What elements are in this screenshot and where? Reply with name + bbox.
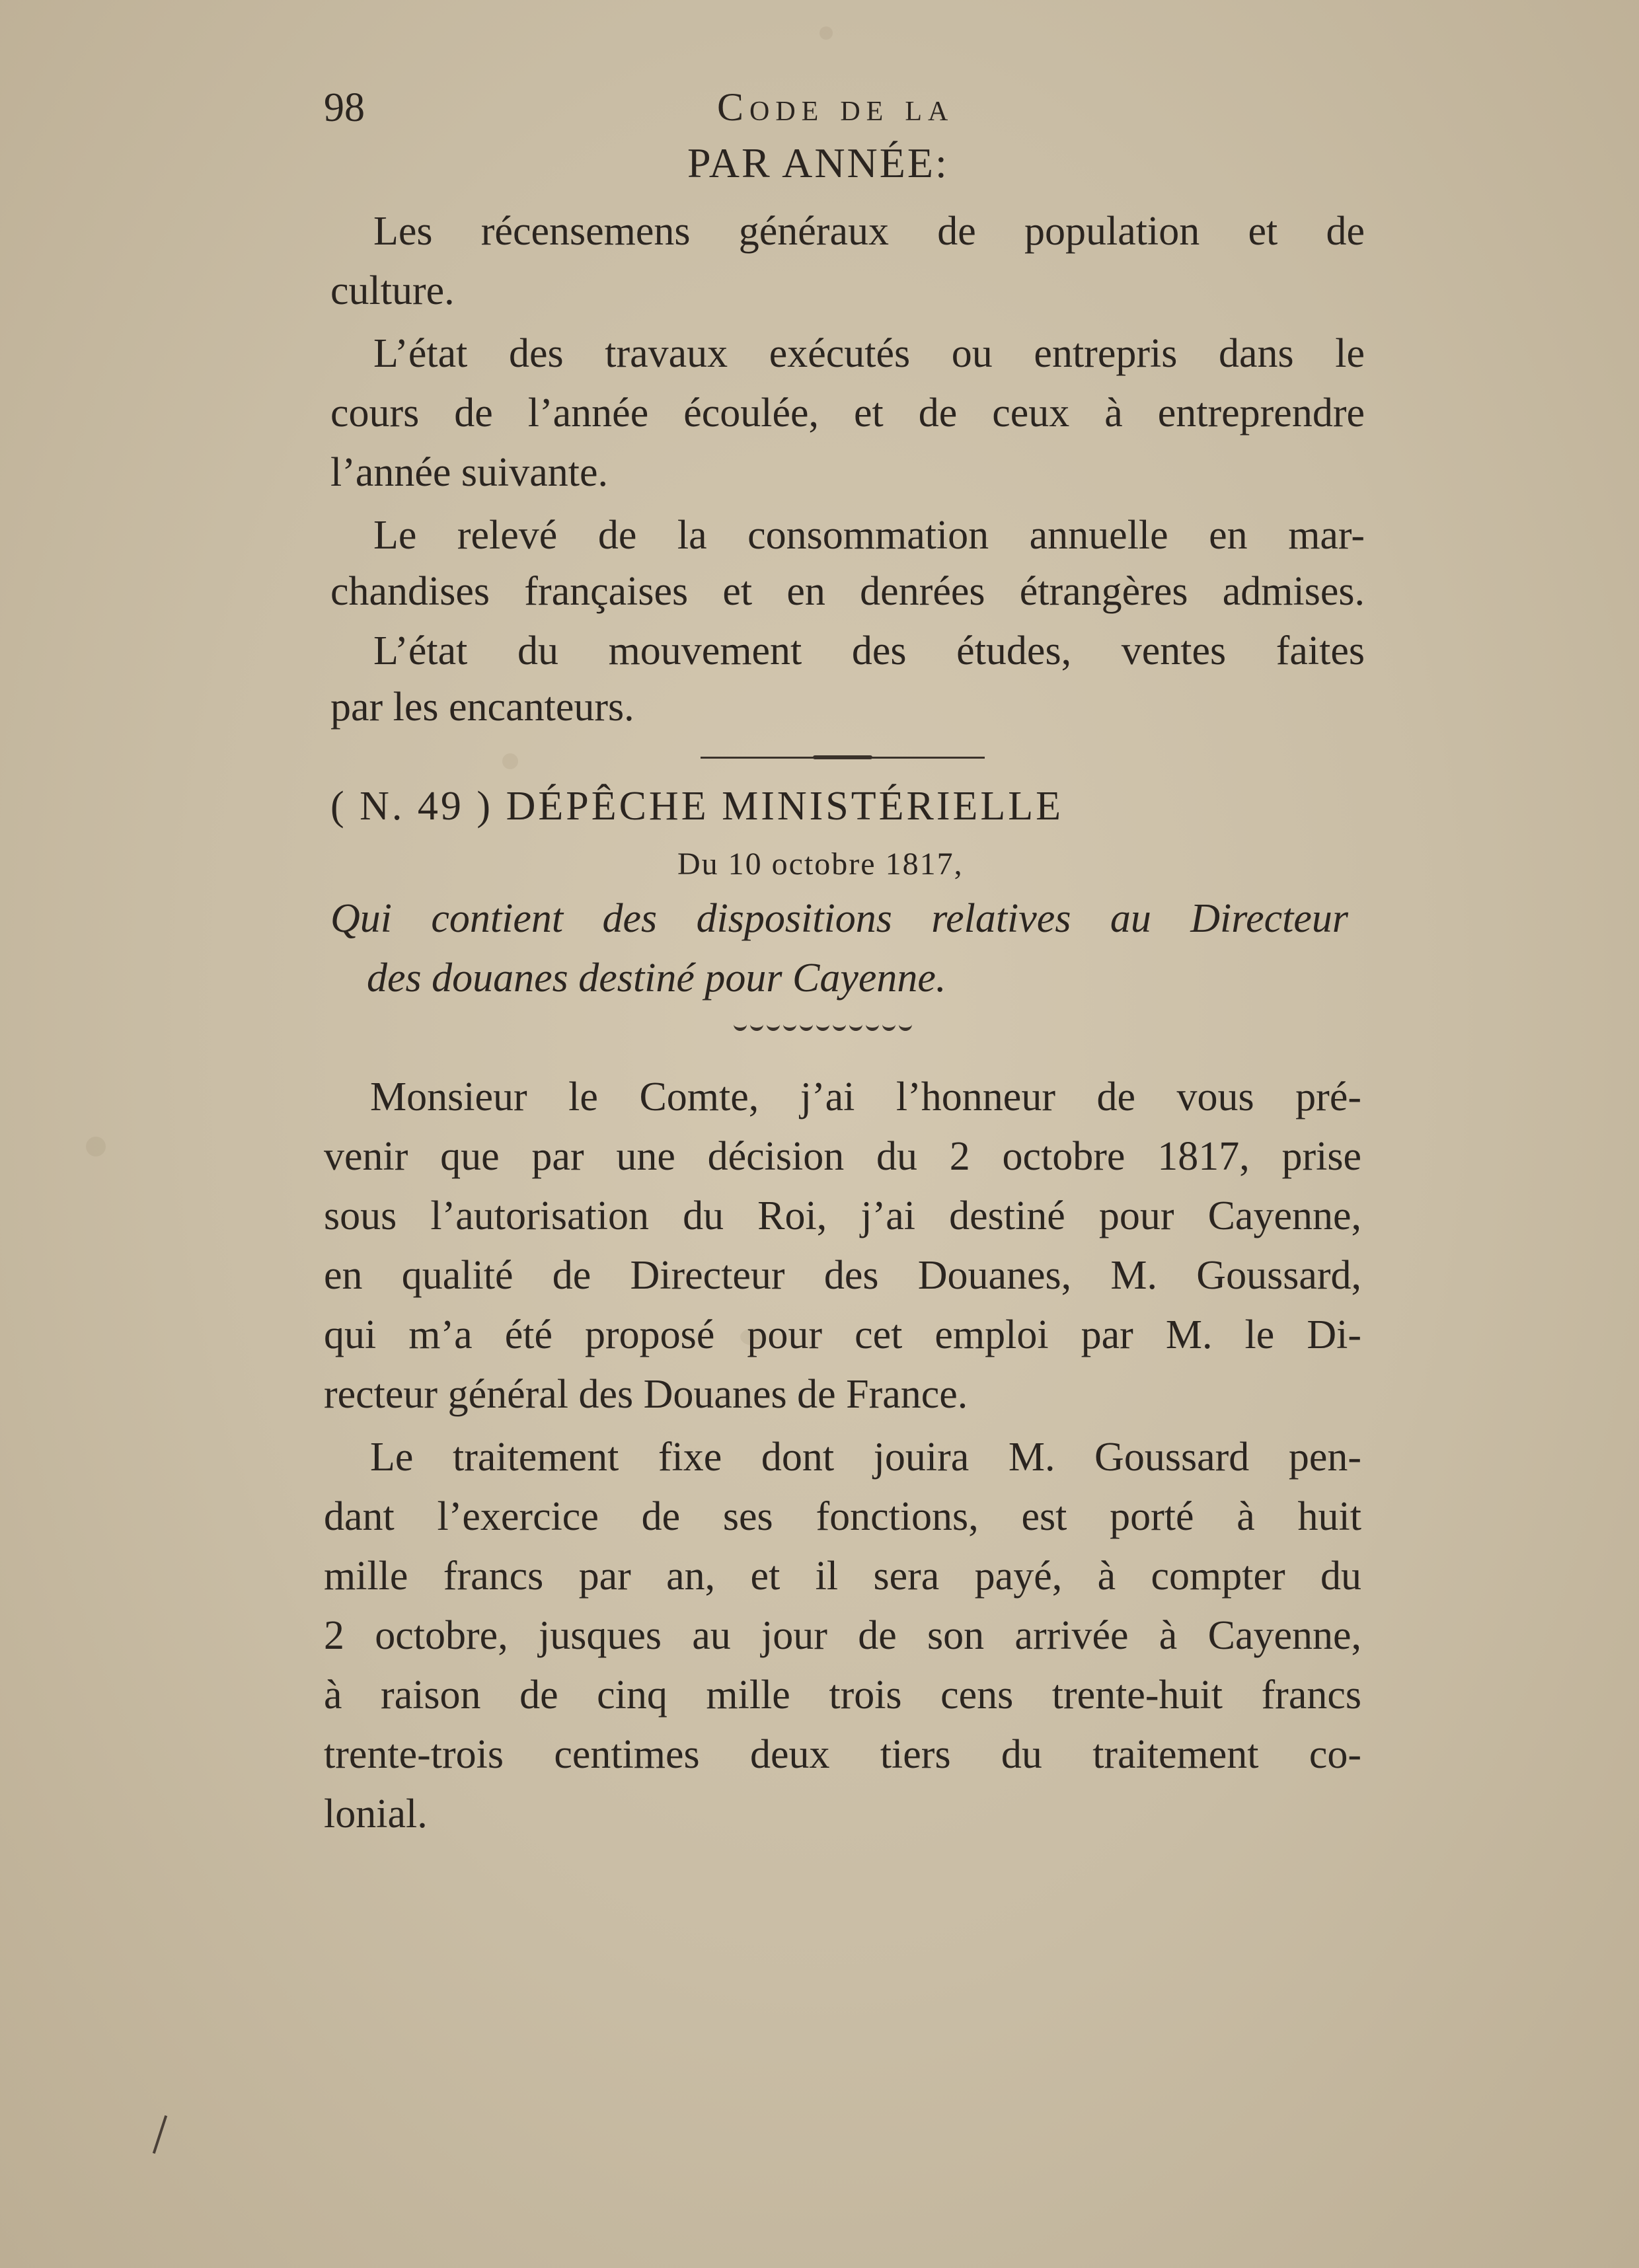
separator-rule <box>701 757 985 759</box>
text-line: qui m’a été proposé pour cet emploi par M. le Di- <box>324 1312 1361 1357</box>
text-line: Le traitement fixe dont jouira M. Goussard pen- <box>370 1435 1361 1480</box>
dispatch-date: Du 10 octobre 1817, <box>677 847 964 882</box>
text-line: venir que par une décision du 2 octobre 1817, prise <box>324 1134 1361 1179</box>
text-line: trente-trois centimes deux tiers du traitement co- <box>324 1732 1361 1777</box>
margin-mark <box>153 2115 167 2154</box>
text-line: Le relevé de la consommation annuelle en mar- <box>373 513 1365 558</box>
text-line: mille francs par an, et il sera payé, à compter du <box>324 1554 1361 1599</box>
dispatch-heading: ( N. 49 ) DÉPÊCHE MINISTÉRIELLE <box>330 784 1063 829</box>
dispatch-summary-line: des douanes destiné pour Cayenne. <box>367 956 946 1001</box>
text-line: recteur général des Douanes de France. <box>324 1372 968 1417</box>
text-line: Monsieur le Comte, j’ai l’honneur de vous pré- <box>370 1075 1361 1119</box>
text-line: à raison de cinq mille trois cens trente-huit francs <box>324 1673 1361 1718</box>
text-line: cours de l’année écoulée, et de ceux à entreprendre <box>330 391 1365 435</box>
text-line: lonial. <box>324 1792 428 1836</box>
text-line: dant l’exercice de ses fonctions, est porté à huit <box>324 1494 1361 1539</box>
text-line: L’état du mouvement des études, ventes faites <box>373 628 1365 673</box>
text-line: l’année suivante. <box>330 450 609 495</box>
decorative-ornament <box>734 1021 932 1037</box>
text-line: sous l’autorisation du Roi, j’ai destiné pour Cayenne, <box>324 1193 1361 1238</box>
page-number: 98 <box>324 85 365 130</box>
running-head: Code de la <box>717 85 954 129</box>
section-title: PAR ANNÉE: <box>687 139 949 186</box>
text-line: par les encanteurs. <box>330 685 634 730</box>
text-line: en qualité de Directeur des Douanes, M. Goussard, <box>324 1253 1361 1298</box>
paper-stain <box>502 753 518 769</box>
paper-stain <box>820 26 833 40</box>
text-line: L’état des travaux exécutés ou entrepris dans le <box>373 331 1365 376</box>
text-line: Les récensemens généraux de population et de <box>373 209 1365 254</box>
text-line: culture. <box>330 268 455 313</box>
paper-stain <box>86 1137 106 1156</box>
text-line: chandises françaises et en denrées étrangères admises. <box>330 569 1365 614</box>
text-line: 2 octobre, jusques au jour de son arrivée à Cayenne, <box>324 1613 1361 1658</box>
dispatch-summary-line: Qui contient des dispositions relatives au Directeur <box>330 896 1348 941</box>
